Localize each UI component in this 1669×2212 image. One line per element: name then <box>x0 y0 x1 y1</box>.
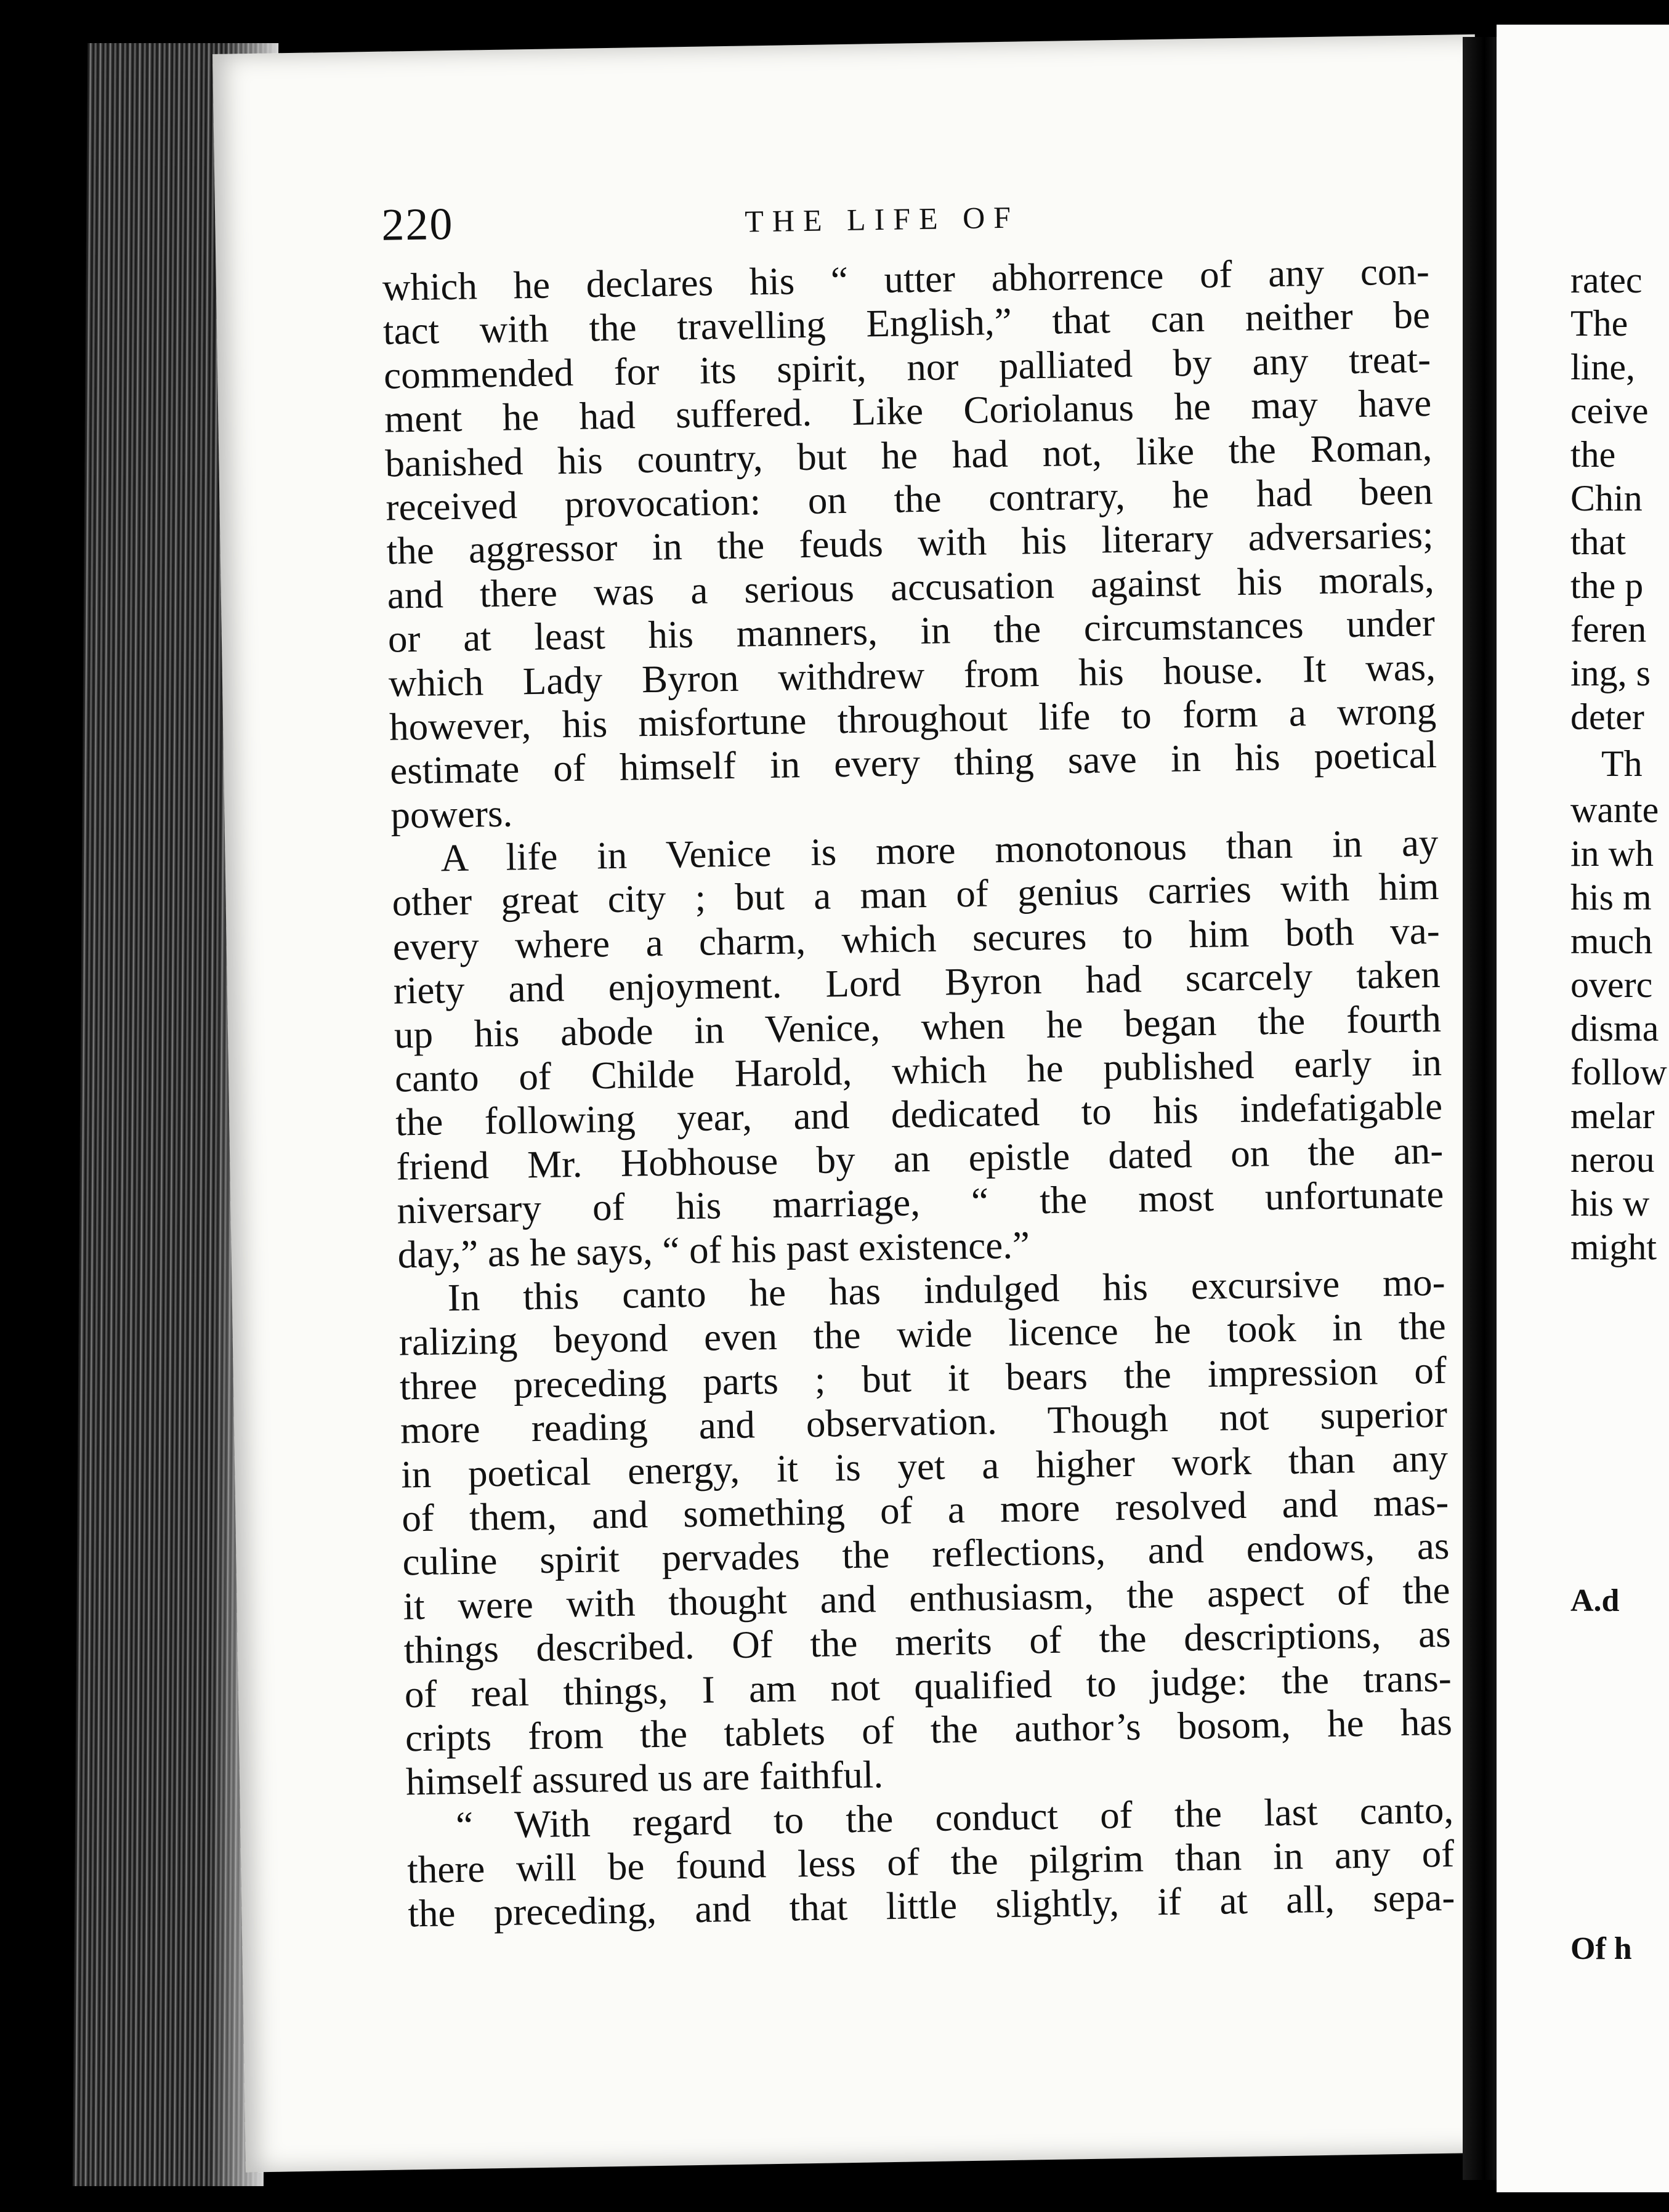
text-line: three preceding parts ; but it bears the impression of <box>399 1348 1447 1408</box>
text-line: in poetical energy, it is yet a higher work than any <box>400 1436 1449 1496</box>
left-page <box>212 34 1508 2173</box>
text-fragment: The <box>1570 303 1628 344</box>
text-line: powers. <box>390 791 513 837</box>
text-fragment: melar <box>1570 1096 1655 1136</box>
text-fragment: much <box>1570 921 1653 961</box>
text-fragment: ing, s <box>1570 653 1651 693</box>
text-line: of them, and something of a more resolved and mas- <box>401 1480 1449 1540</box>
text-line: tact with the travelling English,” that can neither be <box>382 293 1431 353</box>
text-line: cripts from the tablets of the author’s bosom, he has <box>405 1700 1453 1760</box>
text-line: things described. Of the merits of the descriptions, as <box>403 1612 1452 1672</box>
text-line: there will be found less of the pilgrim than in any of <box>406 1831 1455 1892</box>
text-fragment: feren <box>1570 609 1647 650</box>
text-line: In this canto he has indulged his excursive mo- <box>447 1260 1446 1320</box>
text-line: friend Mr. Hobhouse by an epistle dated on the an- <box>395 1128 1444 1189</box>
text-line: himself assured us are faithful. <box>405 1753 884 1804</box>
text-fragment: follow <box>1570 1052 1667 1092</box>
text-fragment: in wh <box>1570 833 1654 874</box>
text-fragment: ratec <box>1570 260 1643 301</box>
text-fragment: Chin <box>1570 478 1643 519</box>
text-fragment: ceive <box>1570 390 1649 431</box>
text-line: banished his country, but he had not, like the Roman, <box>384 425 1433 485</box>
text-fragment: Th <box>1601 743 1643 784</box>
text-line: or at least his manners, in the circumstances under <box>387 601 1436 661</box>
text-fragment: line, <box>1570 347 1635 387</box>
text-line: every where a charm, which secures to him both va- <box>392 908 1441 969</box>
page-number: 220 <box>381 198 455 251</box>
text-fragment: disma <box>1570 1008 1659 1049</box>
text-line: up his abode in Venice, when he began the fourth <box>394 996 1442 1057</box>
text-line: niversary of his marriage, “ the most unfortunate <box>396 1173 1444 1232</box>
text-fragment: A.d <box>1570 1583 1620 1618</box>
text-line: the aggressor in the feuds with his literary adversaries; <box>386 513 1434 573</box>
text-line: day,” as he says, “ of his past existence.” <box>397 1222 1030 1277</box>
text-line: which Lady Byron withdrew from his house. It was, <box>388 645 1436 705</box>
running-title: THE LIFE OF <box>744 200 1020 239</box>
text-fragment: the p <box>1570 565 1644 606</box>
text-line: the preceding, and that little slightly, if at all, sepa- <box>407 1876 1455 1936</box>
right-page <box>1497 25 1669 2192</box>
text-fragment: his m <box>1570 877 1652 918</box>
text-line: other great city ; but a man of genius carries with him <box>392 865 1440 925</box>
text-line: the following year, and dedicated to his indefatigable <box>395 1084 1443 1144</box>
text-fragment: might <box>1570 1227 1657 1267</box>
text-line: culine spirit pervades the reflections, and endows, as <box>402 1524 1450 1584</box>
text-line: commended for its spirit, nor palliated by any treat- <box>383 337 1431 397</box>
text-fragment: deter <box>1570 696 1644 737</box>
text-fragment: the <box>1570 434 1616 475</box>
text-line: received provocation: on the contrary, he had been <box>386 469 1433 529</box>
text-line: it were with thought and enthusiasm, the aspect of the <box>403 1568 1450 1628</box>
body-text <box>382 249 1455 1936</box>
text-fragment: overc <box>1570 964 1653 1005</box>
text-fragment: nerou <box>1570 1139 1655 1180</box>
text-line: estimate of himself in every thing save in his poetical <box>389 733 1437 793</box>
text-line: of real things, I am not qualified to judge: the trans- <box>404 1656 1452 1716</box>
text-fragment: that <box>1570 522 1626 562</box>
text-fragment: his w <box>1570 1183 1650 1224</box>
text-line: canto of Childe Harold, which he published early in <box>394 1040 1442 1100</box>
text-line: ralizing beyond even the wide licence he took in the <box>398 1304 1447 1364</box>
text-fragment: wante <box>1570 789 1659 830</box>
text-line: however, his misfortune throughout life to form a wrong <box>389 688 1437 749</box>
text-line: A life in Venice is more monotonous than in ay <box>440 820 1439 880</box>
text-fragment: Of h <box>1570 1931 1632 1966</box>
text-line: “ With regard to the conduct of the last canto, <box>455 1788 1454 1847</box>
text-line: more reading and observation. Though not superior <box>400 1392 1448 1452</box>
text-line: which he declares his “ utter abhorrence of any con- <box>382 249 1430 309</box>
text-line: ment he had suffered. Like Coriolanus he may have <box>384 381 1432 441</box>
text-line: riety and enjoyment. Lord Byron had scarcely taken <box>393 953 1441 1012</box>
text-line: and there was a serious accusation against his morals, <box>387 557 1435 617</box>
